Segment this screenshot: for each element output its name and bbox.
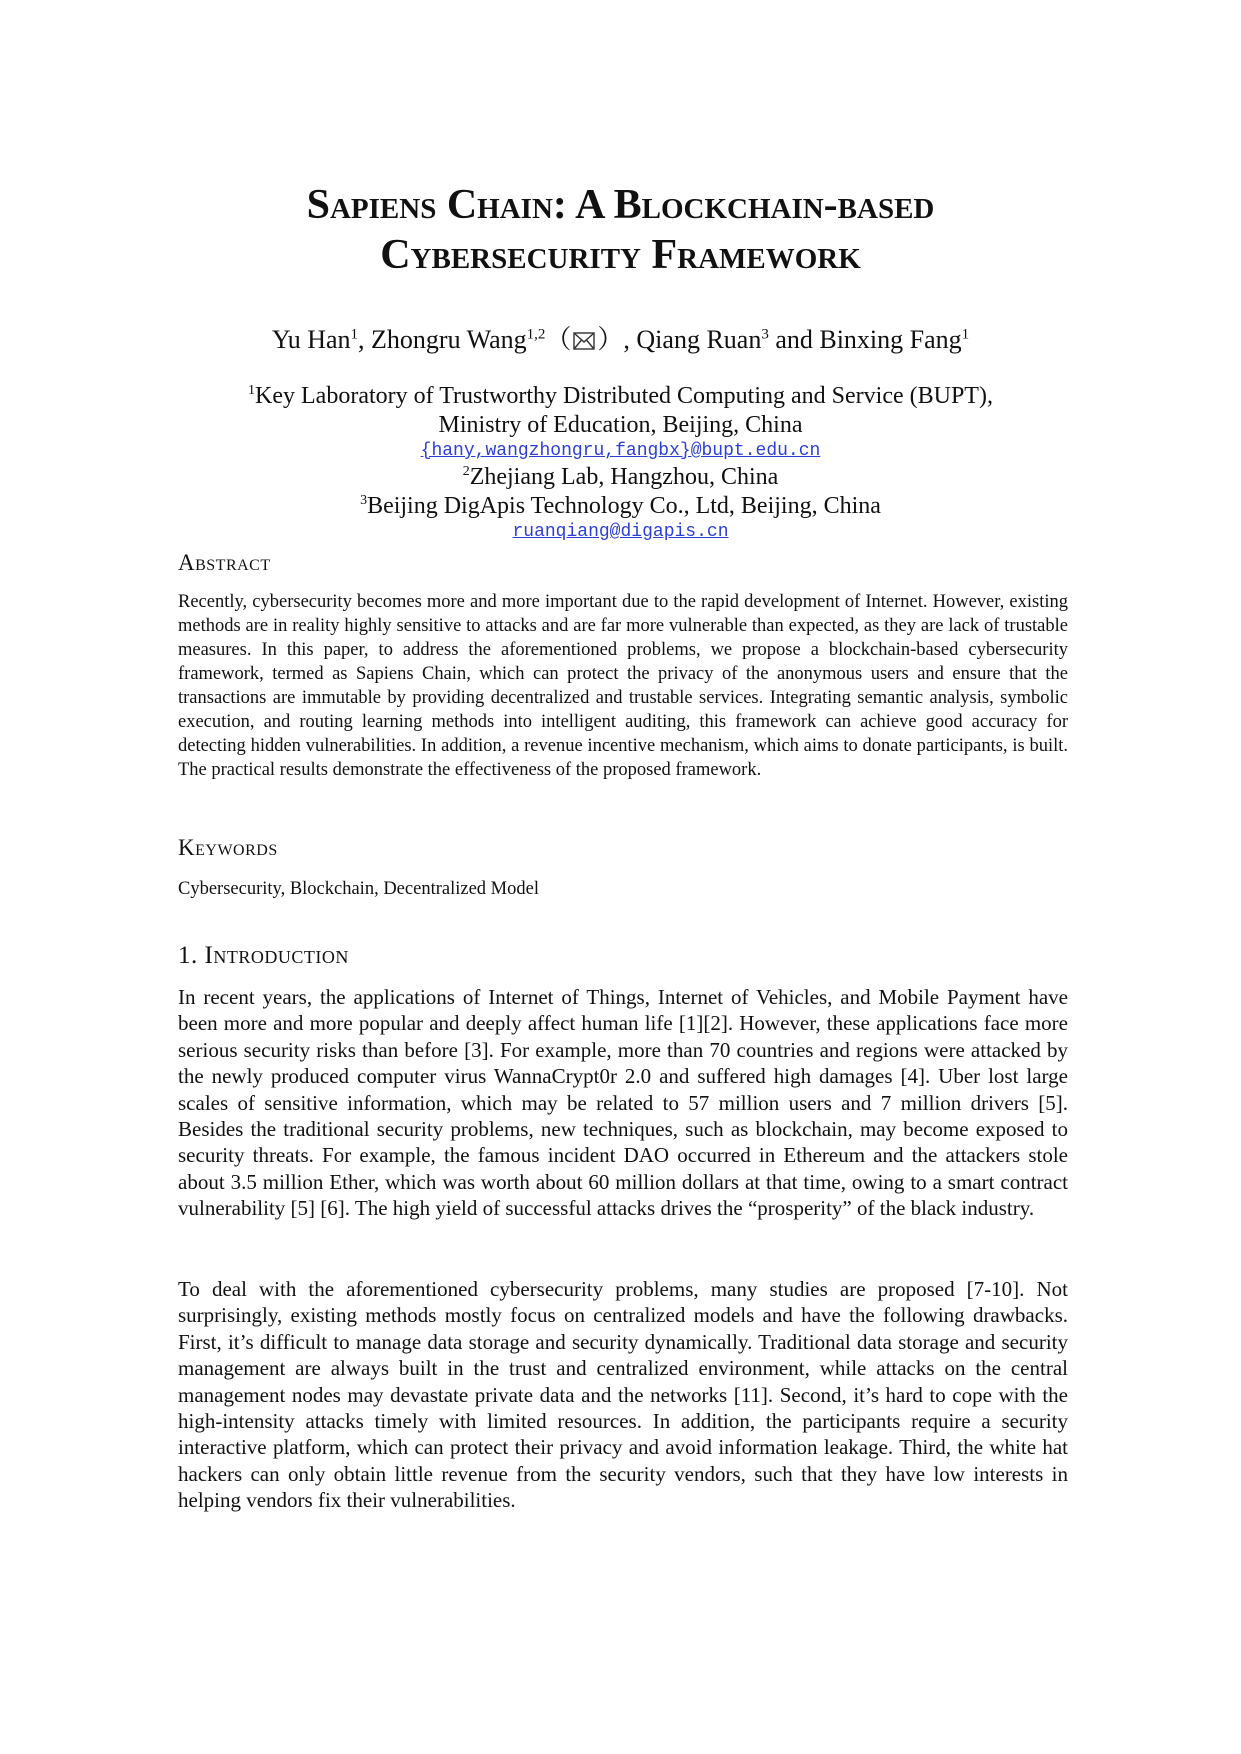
- affiliation-text: Beijing DigApis Technology Co., Ltd, Beijing, China: [367, 493, 881, 519]
- author-affiliation-mark: 1,2: [526, 326, 546, 343]
- keywords-text: Cybersecurity, Blockchain, Decentralized Model: [178, 879, 539, 899]
- affiliation-1-line1: [150, 382, 1091, 411]
- affiliation-3: [150, 492, 1091, 521]
- introduction-paragraph-2: To deal with the aforementioned cybersecurity problems, many studies are proposed [7-10]. Not surprisingly, existing methods mostly focus on centralized models and have the following drawbacks. First, it’s difficult to manage data storage and security dynamically. Traditional data storage and security management are always built in the trust and centralized environment, while attacks on the central management nodes may devastate private data and the networks [11]. Second, it’s hard to cope with the high-intensity attacks timely with limited resources. In addition, the participants require a security interactive platform, which can protect their privacy and avoid information leakage. Third, the white hat hackers can only obtain little revenue from the security vendors, such that they have low interests in helping vendors fix their vulnerabilities.: [178, 1277, 1068, 1513]
- author-name: , Qiang Ruan: [623, 325, 762, 354]
- author-affiliation-mark: 3: [761, 326, 769, 343]
- paper-title-line1: Sapiens Chain: A Blockchain-based: [306, 182, 935, 228]
- author-list: [150, 324, 1091, 356]
- corresponding-bracket-open: （: [545, 325, 572, 354]
- keywords-heading: Keywords: [178, 835, 278, 860]
- email-link-1[interactable]: {hany,wangzhongru,fangbx}@bupt.edu.cn: [420, 441, 821, 461]
- affiliation-mark: 1: [248, 383, 256, 398]
- email-link-2[interactable]: ruanqiang@digapis.cn: [512, 522, 729, 542]
- affiliation-1-line2: Ministry of Education, Beijing, China: [438, 412, 803, 438]
- corresponding-bracket-close: ）: [597, 325, 624, 354]
- envelope-icon: [573, 326, 595, 344]
- affiliation-text: Key Laboratory of Trustworthy Distributed Computing and Service (BUPT),: [255, 383, 993, 409]
- affiliation-2: [150, 463, 1091, 492]
- affiliation-text: Zhejiang Lab, Hangzhou, China: [469, 464, 779, 490]
- paper-title-line2: Cybersecurity Framework: [380, 232, 861, 278]
- author-name: , Zhongru Wang: [358, 325, 527, 354]
- introduction-paragraph-1: In recent years, the applications of Internet of Things, Internet of Vehicles, and Mobile Payment have been more and more popular and deeply affect human life [1][2]. However, these applications face more serious security risks than before [3]. For example, more than 70 countries and regions were attacked by the newly produced computer virus WannaCrypt0r 2.0 and suffered high damages [4]. Uber lost large scales of sensitive information, which may be related to 57 million users and 7 million drivers [5]. Besides the traditional security problems, new techniques, such as blockchain, may become exposed to security threats. For example, the famous incident DAO occurred in Ethereum and the attackers stole about 3.5 million Ether, which was worth about 60 million dollars at that time, owing to a smart contract vulnerability [5] [6]. The high yield of successful attacks drives the “prosperity” of the black industry.: [178, 985, 1068, 1221]
- paper-title: [150, 180, 1091, 280]
- abstract-heading: Abstract: [178, 550, 271, 575]
- author-name: Yu Han: [271, 325, 351, 354]
- affiliation-mark: 3: [360, 493, 368, 508]
- introduction-heading: 1. Introduction: [178, 942, 349, 969]
- affiliation-mark: 2: [462, 464, 470, 479]
- author-name: and Binxing Fang: [768, 325, 962, 354]
- author-affiliation-mark: 1: [961, 326, 970, 343]
- abstract-text: Recently, cybersecurity becomes more and more important due to the rapid development of Internet. However, existing methods are in reality highly sensitive to attacks and are far more vulnerable than expected, as they are lack of trustable measures. In this paper, to address the aforementioned problems, we propose a blockchain-based cybersecurity framework, termed as Sapiens Chain, which can protect the privacy of the anonymous users and ensure that the transactions are immutable by providing decentralized and trustable services. Integrating semantic analysis, symbolic execution, and routing learning methods into intelligent auditing, this framework can achieve good accuracy for detecting hidden vulnerabilities. In addition, a revenue incentive mechanism, which aims to donate participants, is built. The practical results demonstrate the effectiveness of the proposed framework.: [178, 592, 1068, 780]
- author-affiliation-mark: 1: [350, 326, 359, 343]
